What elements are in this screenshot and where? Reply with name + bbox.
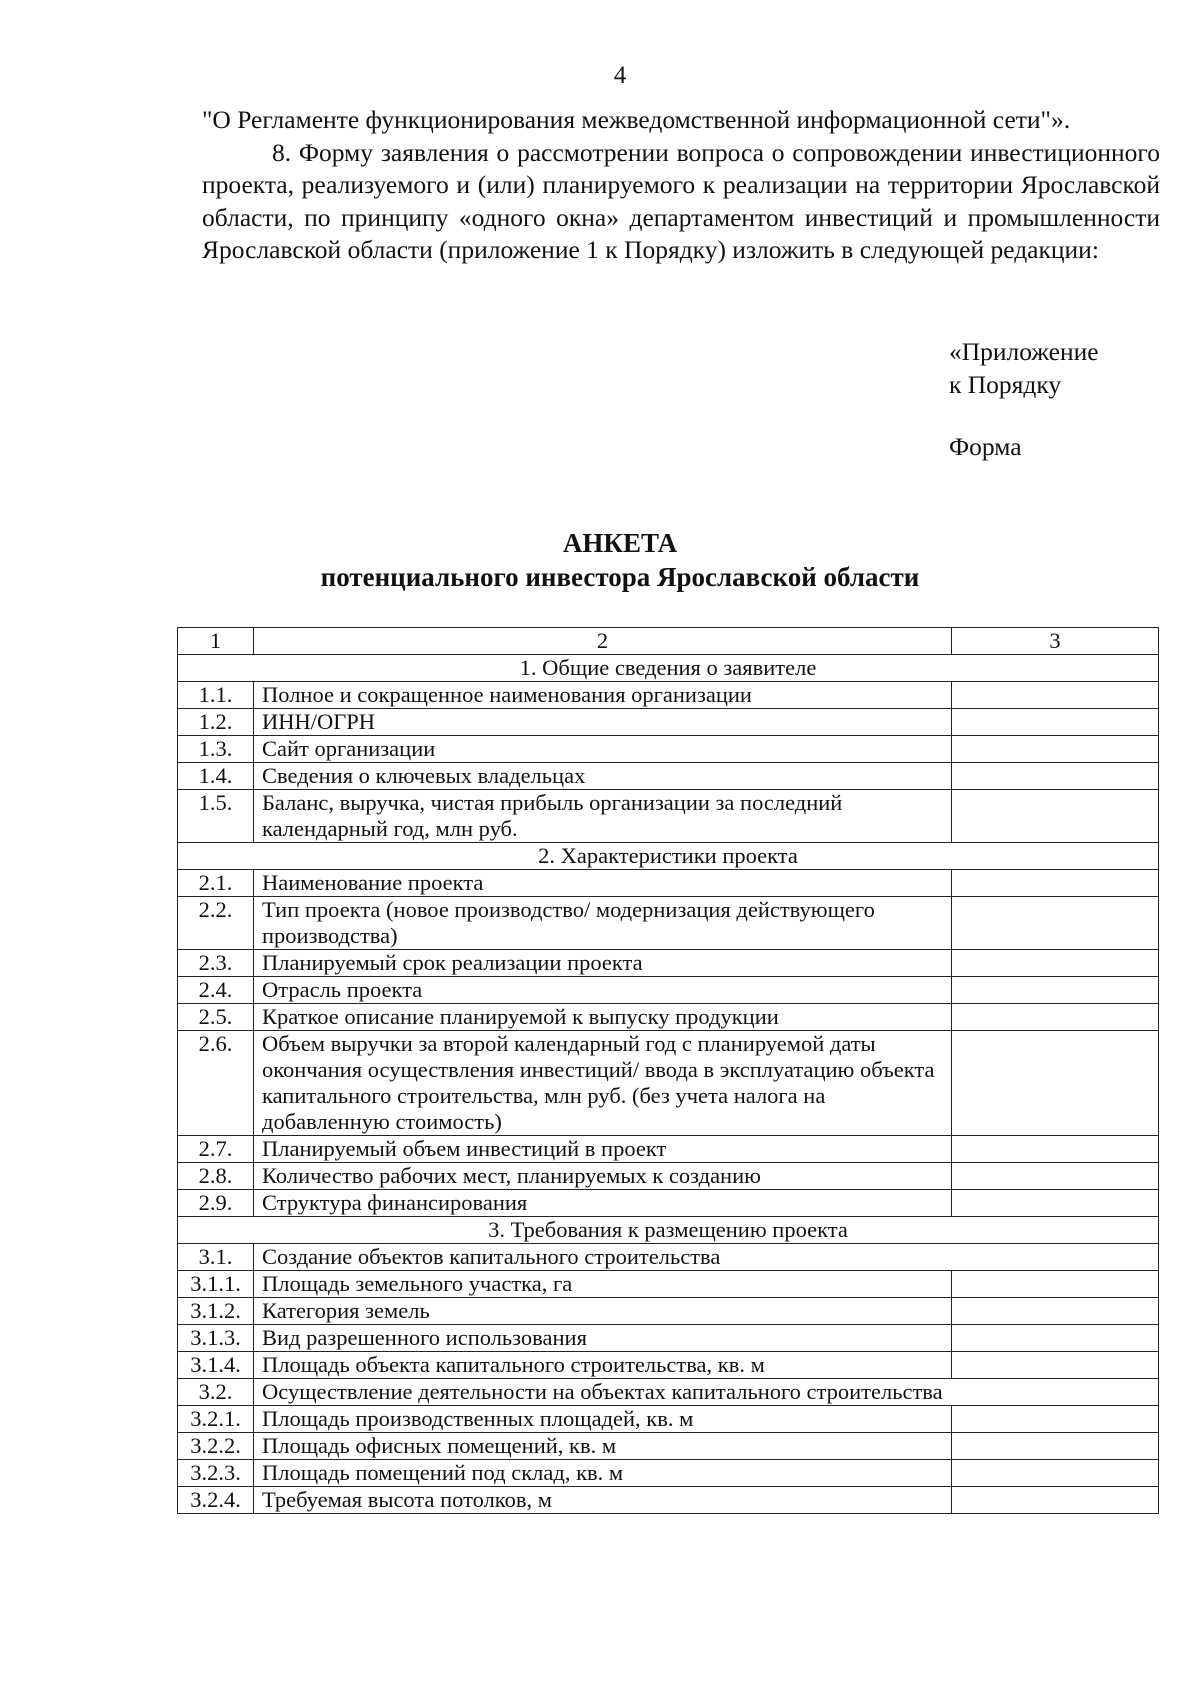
header-cell-1: 1 [178, 628, 254, 655]
row-value-field [952, 1487, 1159, 1514]
row-number: 2.5. [178, 1004, 254, 1031]
table-row [178, 977, 1159, 1004]
row-label: Вид разрешенного использования [254, 1325, 952, 1352]
table-row [178, 1163, 1159, 1190]
row-label: Отрасль проекта [254, 977, 952, 1004]
row-number: 2.7. [178, 1136, 254, 1163]
attachment-line-1: «Приложение [949, 337, 1099, 366]
row-value-field [952, 950, 1159, 977]
row-number: 3.1. [178, 1244, 254, 1271]
row-value-field [952, 1004, 1159, 1031]
row-number: 3.1.2. [178, 1298, 254, 1325]
section-row [178, 1217, 1159, 1244]
table-row [178, 1460, 1159, 1487]
row-label: Баланс, выручка, чистая прибыль организации за последний календарный год, млн руб. [254, 790, 952, 843]
row-label: Сайт организации [254, 736, 952, 763]
row-value-field [952, 1271, 1159, 1298]
row-number: 3.1.1. [178, 1271, 254, 1298]
intro-text [202, 104, 1160, 267]
row-label: Количество рабочих мест, планируемых к созданию [254, 1163, 952, 1190]
row-number: 1.2. [178, 709, 254, 736]
table-row [178, 1379, 1159, 1406]
table-row [178, 1325, 1159, 1352]
table-row [178, 763, 1159, 790]
attachment-line-2: к Порядку [949, 369, 1062, 399]
row-number: 3.2.1. [178, 1406, 254, 1433]
page-number: 4 [613, 62, 627, 89]
table-row [178, 1271, 1159, 1298]
section-title: 2. Характеристики проекта [178, 843, 1159, 870]
row-value-field [952, 763, 1159, 790]
document-title [0, 526, 1200, 594]
table-row [178, 897, 1159, 950]
row-label: Сведения о ключевых владельцах [254, 763, 952, 790]
row-number: 3.2. [178, 1379, 254, 1406]
row-label: Краткое описание планируемой к выпуску продукции [254, 1004, 952, 1031]
row-value-field [952, 1460, 1159, 1487]
row-value-field [952, 709, 1159, 736]
header-cell-2: 2 [254, 628, 952, 655]
row-value-field [952, 977, 1159, 1004]
row-label: Планируемый срок реализации проекта [254, 950, 952, 977]
row-number: 2.6. [178, 1031, 254, 1136]
row-number: 2.1. [178, 870, 254, 897]
header-cell-3: 3 [952, 628, 1159, 655]
row-number: 3.2.3. [178, 1460, 254, 1487]
row-number: 3.2.4. [178, 1487, 254, 1514]
row-value-field [952, 1298, 1159, 1325]
row-label: Создание объектов капитального строительства [254, 1244, 1159, 1271]
row-number: 3.1.4. [178, 1352, 254, 1379]
row-value-field [952, 790, 1159, 843]
row-label: Тип проекта (новое производство/ модернизация действующего производства) [254, 897, 952, 950]
table-row [178, 1433, 1159, 1460]
row-value-field [952, 682, 1159, 709]
table-row [178, 1406, 1159, 1433]
row-label: Площадь земельного участка, га [254, 1271, 952, 1298]
row-number: 2.4. [178, 977, 254, 1004]
row-value-field [952, 1406, 1159, 1433]
row-number: 2.3. [178, 950, 254, 977]
section-row [178, 843, 1159, 870]
table-row [178, 950, 1159, 977]
table-row [178, 790, 1159, 843]
table-row [178, 1004, 1159, 1031]
table-row [178, 709, 1159, 736]
row-number: 3.1.3. [178, 1325, 254, 1352]
row-number: 1.4. [178, 763, 254, 790]
section-title: 3. Требования к размещению проекта [178, 1217, 1159, 1244]
row-label: Площадь производственных площадей, кв. м [254, 1406, 952, 1433]
row-value-field [952, 736, 1159, 763]
table-row [178, 682, 1159, 709]
table-row [178, 1136, 1159, 1163]
intro-paragraph-2: 8. Форму заявления о рассмотрении вопроса о сопровождении инвестиционного проекта, реализуемого и (или) планируемого к реализации на территории Ярославской области, по принципу «одного окна» департаментом инвестиций и промышленности Ярославской области (приложение 1 к Порядку) изложить в следующей редакции: [202, 137, 1160, 264]
row-label: Категория земель [254, 1298, 952, 1325]
row-number: 1.3. [178, 736, 254, 763]
row-value-field [952, 870, 1159, 897]
table-row [178, 1190, 1159, 1217]
form-label: Форма [949, 432, 1022, 461]
section-title: 1. Общие сведения о заявителе [178, 655, 1159, 682]
row-number: 3.2.2. [178, 1433, 254, 1460]
questionnaire-table [177, 627, 1159, 1514]
row-number: 1.5. [178, 790, 254, 843]
row-label: Планируемый объем инвестиций в проект [254, 1136, 952, 1163]
row-value-field [952, 1352, 1159, 1379]
table-row [178, 870, 1159, 897]
table-row [178, 1487, 1159, 1514]
row-number: 1.1. [178, 682, 254, 709]
row-label: Объем выручки за второй календарный год с планируемой даты окончания осуществления инвестиций/ ввода в эксплуатацию объекта капитального строительства, млн руб. (без учета налога на добавленную стоимость) [254, 1031, 952, 1136]
table-row [178, 1031, 1159, 1136]
row-value-field [952, 1163, 1159, 1190]
table-row [178, 1298, 1159, 1325]
row-value-field [952, 1325, 1159, 1352]
row-label: Площадь помещений под склад, кв. м [254, 1460, 952, 1487]
row-label: Полное и сокращенное наименования организации [254, 682, 952, 709]
row-value-field [952, 1433, 1159, 1460]
questionnaire-table-body [178, 628, 1159, 1514]
attachment-note [949, 336, 1099, 401]
row-value-field [952, 1190, 1159, 1217]
row-value-field [952, 1136, 1159, 1163]
row-label: Требуемая высота потолков, м [254, 1487, 952, 1514]
row-label: Площадь объекта капитального строительства, кв. м [254, 1352, 952, 1379]
title-subtitle: потенциального инвестора Ярославской области [320, 562, 920, 592]
table-row [178, 736, 1159, 763]
row-label: Наименование проекта [254, 870, 952, 897]
row-value-field [952, 1031, 1159, 1136]
row-number: 2.9. [178, 1190, 254, 1217]
row-number: 2.8. [178, 1163, 254, 1190]
row-label: Площадь офисных помещений, кв. м [254, 1433, 952, 1460]
row-label: Структура финансирования [254, 1190, 952, 1217]
table-row [178, 1244, 1159, 1271]
row-label: Осуществление деятельности на объектах капитального строительства [254, 1379, 1159, 1406]
table-row [178, 1352, 1159, 1379]
title-main: АНКЕТА [562, 528, 678, 558]
section-row [178, 655, 1159, 682]
row-label: ИНН/ОГРН [254, 709, 952, 736]
row-number: 2.2. [178, 897, 254, 950]
intro-paragraph-1: "О Регламенте функционирования межведомственной информационной сети"». [202, 105, 1071, 134]
table-header-row [178, 628, 1159, 655]
row-value-field [952, 897, 1159, 950]
